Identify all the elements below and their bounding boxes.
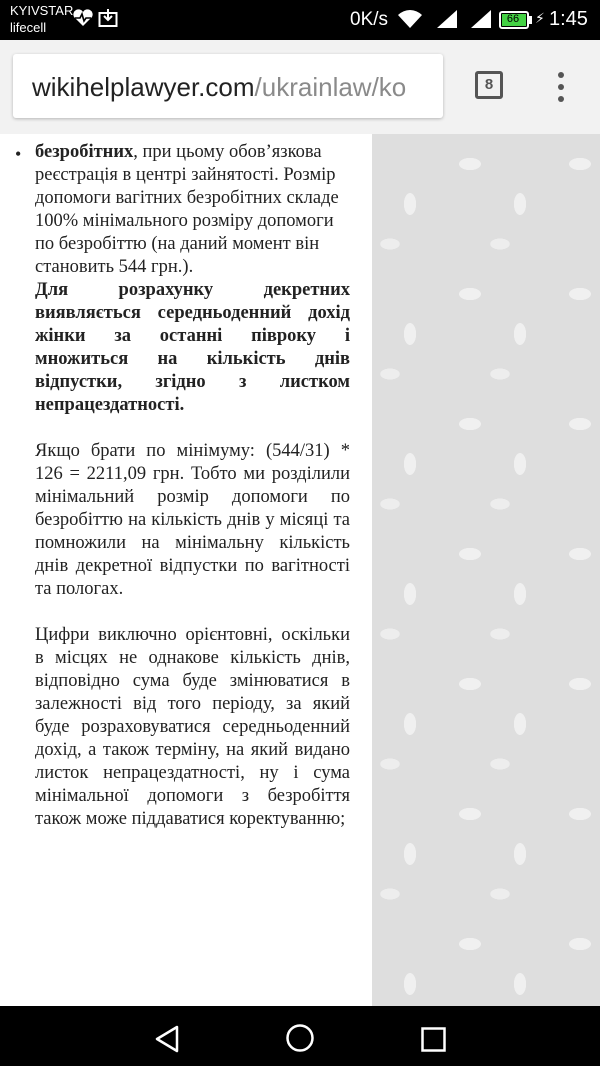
list-bullet: • xyxy=(15,144,22,164)
url-bar[interactable] xyxy=(13,54,443,118)
bold-paragraph-text: Для розрахунку декретних виявляється середньоденний дохід жінки за останні півроку і множиться на кількість днів відпустки, згідно з листком непрацездатності. xyxy=(35,280,350,415)
navigation-bar xyxy=(0,1006,600,1066)
clock: 1:45 xyxy=(549,8,588,30)
article-column xyxy=(0,134,372,1006)
wifi-icon xyxy=(397,9,423,33)
download-icon xyxy=(98,8,118,32)
url-path: /ukrainlaw/kо xyxy=(254,72,407,102)
list-item-text: , при цьому обов’язкова реєстрація в центрі зайнятості. Розмір допомоги вагітних безробітних складе 100% мінімального розміру допомоги по безробіттю (на даний момент він становить 544 грн.). xyxy=(35,142,339,277)
menu-dot xyxy=(558,96,564,102)
list-item-bold: безробітних xyxy=(35,142,134,162)
bold-paragraph xyxy=(35,279,350,417)
signal-icon-secondary xyxy=(470,9,492,33)
recents-icon[interactable] xyxy=(421,1027,446,1056)
url-text[interactable] xyxy=(32,72,406,102)
paragraph-gap xyxy=(35,601,350,624)
back-icon[interactable] xyxy=(153,1024,181,1058)
paragraph-notes: Цифри виключно орієнтовні, оскільки в місцях не однакове кількість днів, відповідно сума буде змінюватися в залежності від того періоду, за який буде розраховуватися середньоденний дохід, а також терміну, на який видано листок непрацездатності, ну і сума мінімальної допомоги з безробіття також може піддаватися коректуванню; xyxy=(35,625,350,829)
list-item xyxy=(35,141,350,279)
menu-dot xyxy=(558,72,564,78)
article-text xyxy=(35,141,350,831)
paragraph-gap xyxy=(35,417,350,440)
heart-rate-icon xyxy=(72,9,94,31)
network-speed: 0K/s xyxy=(350,9,389,30)
carrier-name: KYIVSTAR xyxy=(10,3,74,18)
tab-count: 8 xyxy=(484,76,494,93)
status-bar xyxy=(0,0,600,40)
battery-level: 66 xyxy=(506,13,520,25)
home-icon[interactable] xyxy=(285,1023,315,1057)
more-vert-icon[interactable] xyxy=(553,70,569,104)
signal-icon xyxy=(436,9,458,33)
url-domain: wikihelplawyer.com xyxy=(32,72,255,102)
carrier-name-secondary: lifecell xyxy=(10,20,47,35)
page-content[interactable] xyxy=(0,134,600,1006)
tab-switcher-button[interactable] xyxy=(475,71,503,99)
menu-dot xyxy=(558,84,564,90)
charging-icon: ⚡ xyxy=(535,11,545,27)
paragraph-calculation: Якщо брати по мінімуму: (544/31) * 126 = 2211,09 грн. Тобто ми розділили мінімальний розмір допомоги по безробіттю на кількість днів у місяці та помножили на мінімальну кількість днів декретної відпустки по вагітності та пологах. xyxy=(35,441,350,599)
browser-toolbar xyxy=(0,40,600,134)
